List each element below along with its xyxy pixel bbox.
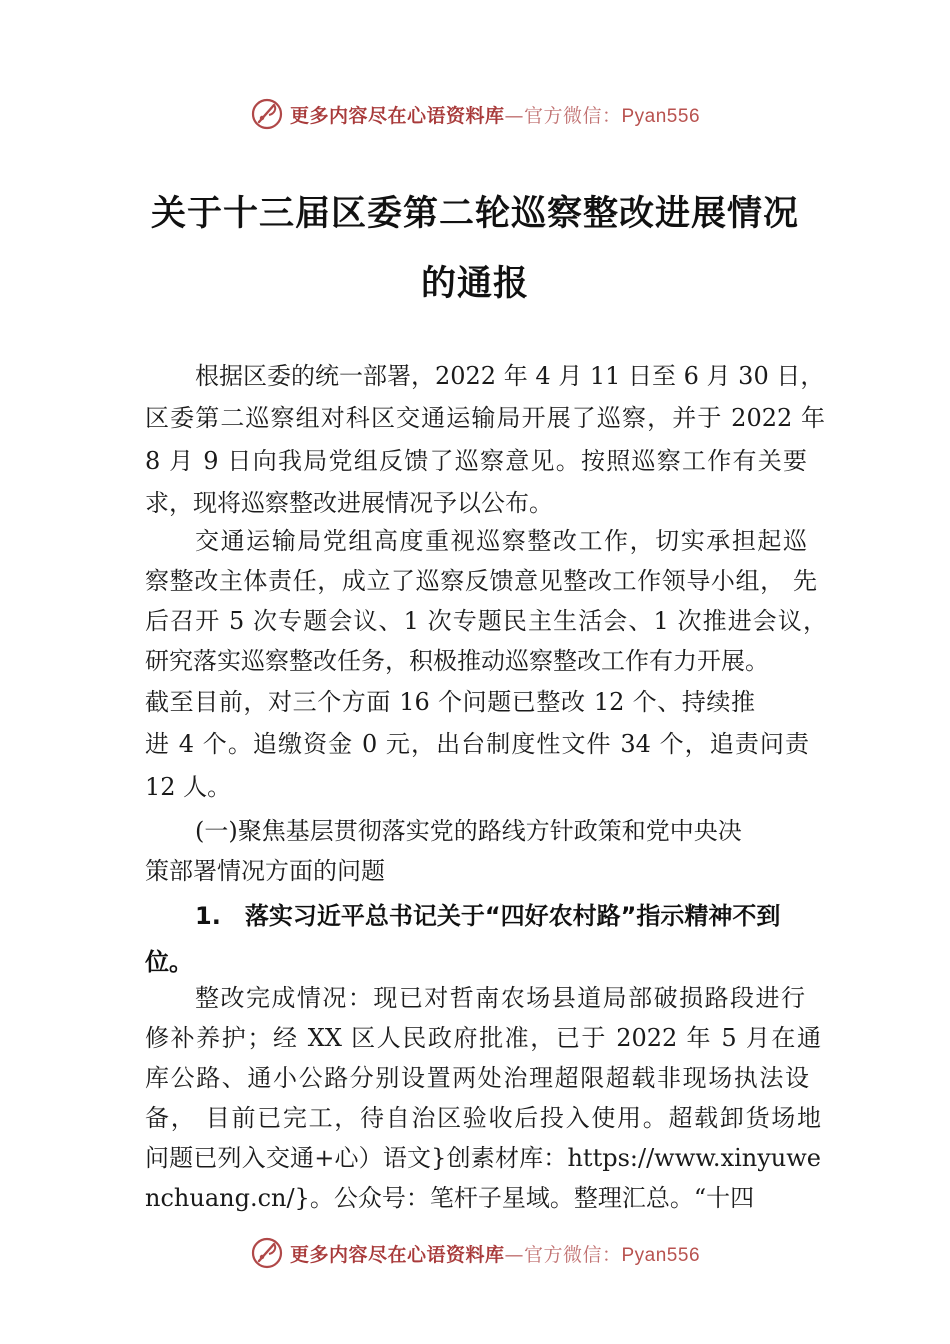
body-line: 求，现将巡察整改进展情况予以公布。	[145, 489, 553, 517]
body-line: 区委第二巡察组对科区交通运输局开展了巡察，并于 2022 年	[145, 404, 825, 432]
item-heading-line1: 1. 落实习近平总书记关于“四好农村路”指示精神不到	[195, 902, 781, 930]
item-heading-line2: 位。	[145, 948, 193, 976]
document-title-line1: 关于十三届区委第二轮巡察整改进展情况	[150, 193, 799, 234]
watermark-brand: 更多内容尽在心语资料库	[289, 104, 505, 127]
document-title-line2: 的通报	[420, 263, 529, 304]
body-line: 截至目前，对三个方面 16 个问题已整改 12 个、持续推	[145, 688, 755, 716]
body-line: 备， 目前已完工，待自治区验收后投入使用。超载卸货场地	[145, 1104, 821, 1132]
body-line: nchuang.cn/}。公众号：笔杆子星域。整理汇总。“十四	[145, 1184, 755, 1212]
body-line: 研究落实巡察整改任务，积极推动巡察整改工作有力开展。	[145, 647, 769, 675]
section-heading-line1: (一)聚焦基层贯彻落实党的路线方针政策和党中央决	[195, 817, 742, 845]
body-line: 8 月 9 日向我局党组反馈了巡察意见。按照巡察工作有关要	[145, 447, 807, 475]
body-line: 整改完成情况：现已对哲南农场县道局部破损路段进行	[195, 984, 805, 1012]
section-heading-line2: 策部署情况方面的问题	[145, 857, 385, 885]
body-line: 交通运输局党组高度重视巡察整改工作，切实承担起巡	[195, 527, 807, 555]
watermark-wechat-id: Pyan556	[621, 1244, 701, 1266]
watermark-wechat-id: Pyan556	[621, 105, 701, 127]
body-line: 修补养护；经 XX 区人民政府批准，已于 2022 年 5 月在通	[145, 1024, 821, 1052]
body-line: 库公路、通小公路分别设置两处治理超限超载非现场执法设	[145, 1064, 809, 1092]
body-line: 进 4 个。追缴资金 0 元，出台制度性文件 34 个，追责问责	[145, 730, 809, 758]
watermark-brand: 更多内容尽在心语资料库	[289, 1243, 505, 1266]
body-line: 12 人。	[145, 773, 232, 801]
body-line: 后召开 5 次专题会议、1 次专题民主生活会、1 次推进会议，	[145, 607, 827, 635]
watermark-separator: —官方微信：	[504, 104, 622, 127]
body-line: 根据区委的统一部署，2022 年 4 月 11 日至 6 月 30 日，	[195, 362, 825, 390]
body-line: 察整改主体责任，成立了巡察反馈意见整改工作领导小组， 先	[145, 567, 817, 595]
body-line: 问题已列入交通+心）语文}创素材库：https://www.xinyuwe	[145, 1144, 821, 1172]
footer-watermark	[0, 1233, 950, 1273]
watermark-separator: —官方微信：	[504, 1243, 622, 1266]
quill-seal-icon	[250, 1236, 284, 1270]
header-watermark	[0, 94, 950, 134]
quill-seal-icon	[250, 97, 284, 131]
